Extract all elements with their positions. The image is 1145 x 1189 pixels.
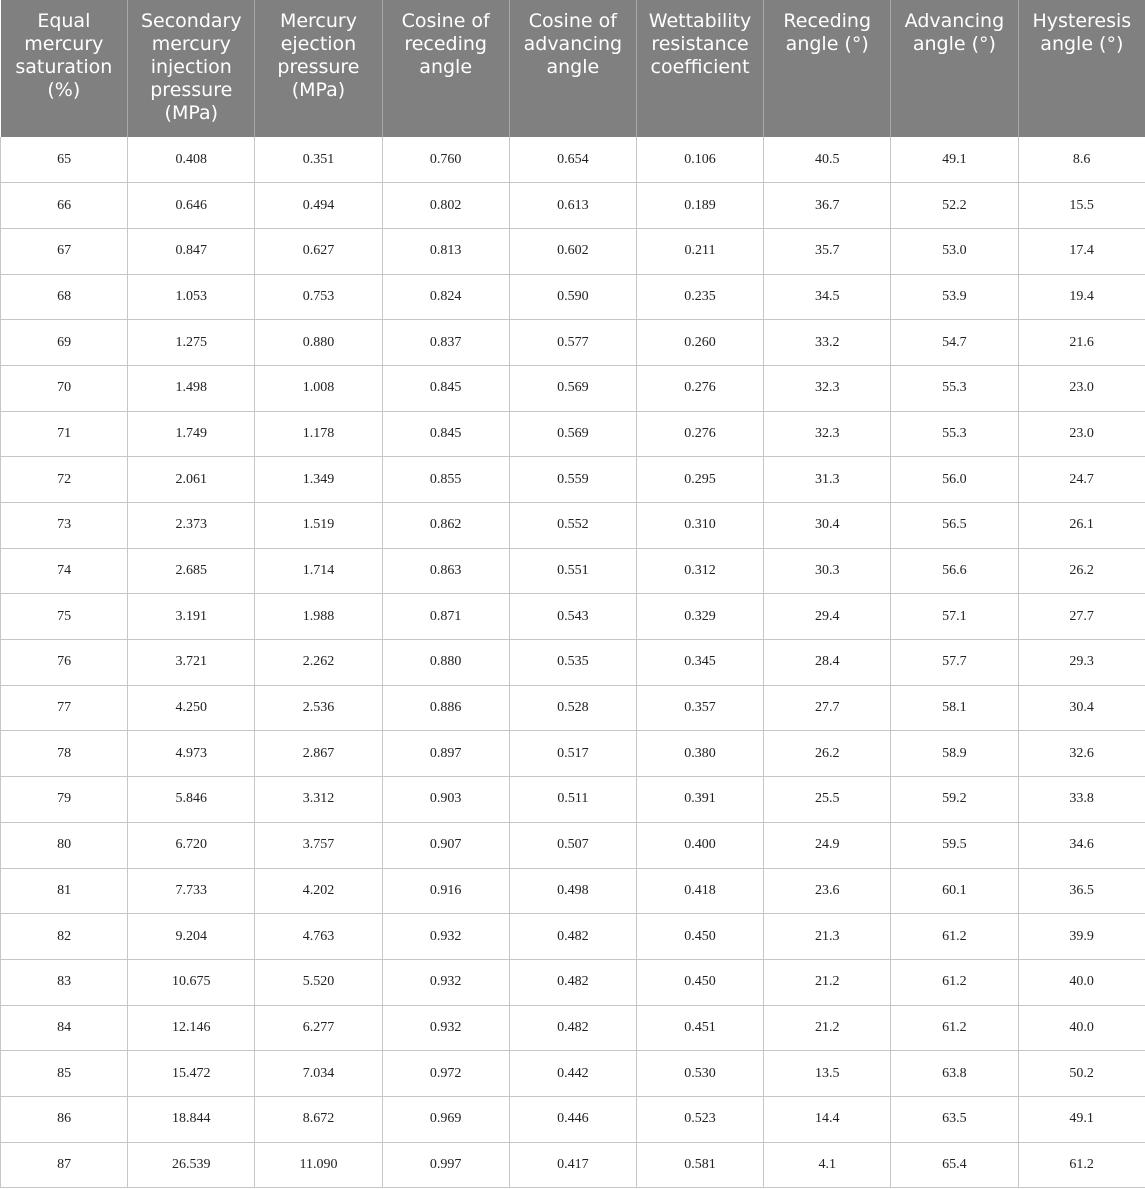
table-body (1, 137, 1145, 1188)
table-cell: 0.613 (509, 183, 636, 229)
table-cell: 0.260 (636, 320, 763, 366)
table-cell: 0.969 (382, 1096, 509, 1142)
table-cell: 49.1 (1018, 1096, 1145, 1142)
table-cell: 1.988 (255, 594, 382, 640)
table-cell: 2.373 (128, 503, 255, 549)
table-cell: 0.380 (636, 731, 763, 777)
table-row (1, 183, 1145, 229)
table-cell: 0.932 (382, 914, 509, 960)
table-cell: 1.178 (255, 411, 382, 457)
table-cell: 0.569 (509, 365, 636, 411)
table-cell: 7.733 (128, 868, 255, 914)
table-cell: 0.451 (636, 1005, 763, 1051)
table-cell: 0.627 (255, 228, 382, 274)
table-cell: 87 (1, 1142, 128, 1188)
table-row (1, 959, 1145, 1005)
table-cell: 0.530 (636, 1051, 763, 1097)
table-cell: 35.7 (764, 228, 891, 274)
table-cell: 0.235 (636, 274, 763, 320)
table-cell: 0.932 (382, 959, 509, 1005)
table-cell: 4.250 (128, 685, 255, 731)
table-cell: 0.559 (509, 457, 636, 503)
table-cell: 1.519 (255, 503, 382, 549)
table-cell: 52.2 (891, 183, 1018, 229)
table-row (1, 503, 1145, 549)
table-cell: 36.5 (1018, 868, 1145, 914)
table-cell: 3.191 (128, 594, 255, 640)
table-cell: 25.5 (764, 777, 891, 823)
table-cell: 0.418 (636, 868, 763, 914)
table-cell: 55.3 (891, 411, 1018, 457)
table-cell: 0.211 (636, 228, 763, 274)
table-cell: 80 (1, 822, 128, 868)
table-cell: 75 (1, 594, 128, 640)
table-cell: 32.3 (764, 411, 891, 457)
table-cell: 0.760 (382, 137, 509, 183)
table-cell: 0.498 (509, 868, 636, 914)
table-cell: 0.442 (509, 1051, 636, 1097)
table-cell: 0.590 (509, 274, 636, 320)
table-cell: 8.672 (255, 1096, 382, 1142)
table-cell: 57.1 (891, 594, 1018, 640)
table-cell: 5.520 (255, 959, 382, 1005)
table-cell: 0.511 (509, 777, 636, 823)
table-cell: 12.146 (128, 1005, 255, 1051)
column-header-saturation: Equal mercury saturation (%) (1, 0, 128, 137)
table-cell: 3.312 (255, 777, 382, 823)
table-cell: 0.517 (509, 731, 636, 777)
table-cell: 0.903 (382, 777, 509, 823)
table-cell: 70 (1, 365, 128, 411)
table-cell: 17.4 (1018, 228, 1145, 274)
table-row (1, 320, 1145, 366)
table-cell: 7.034 (255, 1051, 382, 1097)
table-cell: 0.276 (636, 411, 763, 457)
table-cell: 56.0 (891, 457, 1018, 503)
table-cell: 0.569 (509, 411, 636, 457)
table-cell: 2.061 (128, 457, 255, 503)
table-row (1, 365, 1145, 411)
table-cell: 0.855 (382, 457, 509, 503)
table-cell: 23.0 (1018, 365, 1145, 411)
table-row (1, 914, 1145, 960)
table-cell: 68 (1, 274, 128, 320)
table-cell: 18.844 (128, 1096, 255, 1142)
table-cell: 26.2 (764, 731, 891, 777)
table-row (1, 411, 1145, 457)
table-cell: 0.400 (636, 822, 763, 868)
table-cell: 0.106 (636, 137, 763, 183)
table-row (1, 457, 1145, 503)
table-cell: 36.7 (764, 183, 891, 229)
table-cell: 0.972 (382, 1051, 509, 1097)
table-cell: 6.277 (255, 1005, 382, 1051)
table-cell: 0.551 (509, 548, 636, 594)
table-cell: 0.880 (382, 640, 509, 686)
table-cell: 1.008 (255, 365, 382, 411)
table-cell: 13.5 (764, 1051, 891, 1097)
table-cell: 14.4 (764, 1096, 891, 1142)
table-cell: 0.907 (382, 822, 509, 868)
table-cell: 2.262 (255, 640, 382, 686)
table-cell: 1.498 (128, 365, 255, 411)
table-cell: 69 (1, 320, 128, 366)
table-cell: 0.450 (636, 914, 763, 960)
table-cell: 53.0 (891, 228, 1018, 274)
table-cell: 58.9 (891, 731, 1018, 777)
table-cell: 49.1 (891, 137, 1018, 183)
table-cell: 0.482 (509, 1005, 636, 1051)
table-cell: 39.9 (1018, 914, 1145, 960)
table-row (1, 731, 1145, 777)
table-cell: 0.310 (636, 503, 763, 549)
table-cell: 61.2 (891, 1005, 1018, 1051)
table-cell: 27.7 (1018, 594, 1145, 640)
table-row (1, 777, 1145, 823)
table-cell: 33.2 (764, 320, 891, 366)
table-cell: 21.6 (1018, 320, 1145, 366)
table-cell: 78 (1, 731, 128, 777)
table-cell: 61.2 (891, 914, 1018, 960)
table-cell: 66 (1, 183, 128, 229)
table-cell: 0.997 (382, 1142, 509, 1188)
table-cell: 0.862 (382, 503, 509, 549)
table-cell: 0.189 (636, 183, 763, 229)
table-cell: 0.507 (509, 822, 636, 868)
table-row (1, 1142, 1145, 1188)
table-cell: 4.763 (255, 914, 382, 960)
table-cell: 0.932 (382, 1005, 509, 1051)
table-cell: 0.528 (509, 685, 636, 731)
table-cell: 60.1 (891, 868, 1018, 914)
table-cell: 0.845 (382, 365, 509, 411)
table-cell: 2.685 (128, 548, 255, 594)
table-cell: 0.535 (509, 640, 636, 686)
table-cell: 30.4 (764, 503, 891, 549)
table-cell: 0.391 (636, 777, 763, 823)
table-cell: 0.581 (636, 1142, 763, 1188)
table-cell: 0.886 (382, 685, 509, 731)
table-cell: 84 (1, 1005, 128, 1051)
table-cell: 53.9 (891, 274, 1018, 320)
table-cell: 21.3 (764, 914, 891, 960)
table-cell: 82 (1, 914, 128, 960)
table-cell: 59.5 (891, 822, 1018, 868)
table-cell: 24.7 (1018, 457, 1145, 503)
table-cell: 61.2 (1018, 1142, 1145, 1188)
column-header-wettability: Wettability resistance coefficient (636, 0, 763, 137)
table-cell: 6.720 (128, 822, 255, 868)
table-row (1, 548, 1145, 594)
table-cell: 40.5 (764, 137, 891, 183)
table-cell: 0.482 (509, 959, 636, 1005)
table-header (1, 0, 1145, 137)
table-cell: 0.880 (255, 320, 382, 366)
table-cell: 5.846 (128, 777, 255, 823)
table-cell: 0.863 (382, 548, 509, 594)
table-cell: 63.8 (891, 1051, 1018, 1097)
table-cell: 65.4 (891, 1142, 1018, 1188)
table-cell: 58.1 (891, 685, 1018, 731)
table-row (1, 1096, 1145, 1142)
table-cell: 57.7 (891, 640, 1018, 686)
table-cell: 0.446 (509, 1096, 636, 1142)
table-cell: 0.543 (509, 594, 636, 640)
table-row (1, 868, 1145, 914)
table-row (1, 594, 1145, 640)
table-cell: 0.602 (509, 228, 636, 274)
table-cell: 0.552 (509, 503, 636, 549)
table-cell: 0.494 (255, 183, 382, 229)
table-cell: 27.7 (764, 685, 891, 731)
table-cell: 59.2 (891, 777, 1018, 823)
table-cell: 0.523 (636, 1096, 763, 1142)
table-cell: 3.757 (255, 822, 382, 868)
table-row (1, 822, 1145, 868)
table-cell: 1.275 (128, 320, 255, 366)
table-cell: 55.3 (891, 365, 1018, 411)
table-cell: 29.3 (1018, 640, 1145, 686)
table-cell: 10.675 (128, 959, 255, 1005)
table-cell: 77 (1, 685, 128, 731)
table-cell: 32.3 (764, 365, 891, 411)
table-cell: 33.8 (1018, 777, 1145, 823)
table-cell: 0.295 (636, 457, 763, 503)
table-cell: 11.090 (255, 1142, 382, 1188)
table-cell: 61.2 (891, 959, 1018, 1005)
table-cell: 85 (1, 1051, 128, 1097)
table-cell: 0.345 (636, 640, 763, 686)
table-cell: 0.871 (382, 594, 509, 640)
table-cell: 4.202 (255, 868, 382, 914)
table-cell: 0.408 (128, 137, 255, 183)
table-cell: 26.539 (128, 1142, 255, 1188)
table-cell: 0.312 (636, 548, 763, 594)
table-cell: 0.753 (255, 274, 382, 320)
table-cell: 0.847 (128, 228, 255, 274)
table-cell: 24.9 (764, 822, 891, 868)
table-cell: 2.867 (255, 731, 382, 777)
table-cell: 21.2 (764, 1005, 891, 1051)
table-cell: 0.351 (255, 137, 382, 183)
table-cell: 76 (1, 640, 128, 686)
table-cell: 63.5 (891, 1096, 1018, 1142)
table-cell: 8.6 (1018, 137, 1145, 183)
table-cell: 31.3 (764, 457, 891, 503)
table-cell: 21.2 (764, 959, 891, 1005)
column-header-cos-receding: Cosine of receding angle (382, 0, 509, 137)
table-cell: 65 (1, 137, 128, 183)
column-header-advancing-angle: Advancing angle (°) (891, 0, 1018, 137)
table-cell: 19.4 (1018, 274, 1145, 320)
table-cell: 0.482 (509, 914, 636, 960)
table-cell: 1.349 (255, 457, 382, 503)
table-cell: 0.357 (636, 685, 763, 731)
column-header-receding-angle: Receding angle (°) (764, 0, 891, 137)
table-cell: 34.6 (1018, 822, 1145, 868)
table-cell: 81 (1, 868, 128, 914)
table-cell: 1.714 (255, 548, 382, 594)
table-cell: 30.4 (1018, 685, 1145, 731)
column-header-hysteresis-angle: Hysteresis angle (°) (1018, 0, 1145, 137)
table-row (1, 1005, 1145, 1051)
table-cell: 28.4 (764, 640, 891, 686)
header-row (1, 0, 1145, 137)
table-cell: 40.0 (1018, 959, 1145, 1005)
table-cell: 15.472 (128, 1051, 255, 1097)
table-cell: 86 (1, 1096, 128, 1142)
table-cell: 3.721 (128, 640, 255, 686)
column-header-cos-advancing: Cosine of advancing angle (509, 0, 636, 137)
table-cell: 0.845 (382, 411, 509, 457)
table-cell: 83 (1, 959, 128, 1005)
column-header-ejection-pressure: Mercury ejection pressure (MPa) (255, 0, 382, 137)
table-row (1, 640, 1145, 686)
table-cell: 4.973 (128, 731, 255, 777)
table-cell: 15.5 (1018, 183, 1145, 229)
table-cell: 23.6 (764, 868, 891, 914)
table-cell: 9.204 (128, 914, 255, 960)
table-cell: 0.276 (636, 365, 763, 411)
table-cell: 0.813 (382, 228, 509, 274)
table-cell: 26.1 (1018, 503, 1145, 549)
table-cell: 54.7 (891, 320, 1018, 366)
table-cell: 32.6 (1018, 731, 1145, 777)
table-cell: 79 (1, 777, 128, 823)
table-row (1, 228, 1145, 274)
table-cell: 0.417 (509, 1142, 636, 1188)
table-cell: 72 (1, 457, 128, 503)
table-cell: 67 (1, 228, 128, 274)
table-cell: 0.824 (382, 274, 509, 320)
table-row (1, 685, 1145, 731)
table-row (1, 137, 1145, 183)
table-cell: 34.5 (764, 274, 891, 320)
table-cell: 0.897 (382, 731, 509, 777)
table-row (1, 1051, 1145, 1097)
table-cell: 56.5 (891, 503, 1018, 549)
table-cell: 0.646 (128, 183, 255, 229)
table-cell: 4.1 (764, 1142, 891, 1188)
table-cell: 73 (1, 503, 128, 549)
table-cell: 29.4 (764, 594, 891, 640)
column-header-injection-pressure: Secondary mercury injection pressure (MPa) (128, 0, 255, 137)
table-cell: 0.450 (636, 959, 763, 1005)
table-cell: 30.3 (764, 548, 891, 594)
table-cell: 0.577 (509, 320, 636, 366)
table-cell: 26.2 (1018, 548, 1145, 594)
table-cell: 71 (1, 411, 128, 457)
table-cell: 0.329 (636, 594, 763, 640)
table-cell: 56.6 (891, 548, 1018, 594)
table-cell: 0.916 (382, 868, 509, 914)
table-cell: 1.749 (128, 411, 255, 457)
table-cell: 40.0 (1018, 1005, 1145, 1051)
table-cell: 50.2 (1018, 1051, 1145, 1097)
table-cell: 74 (1, 548, 128, 594)
table-cell: 2.536 (255, 685, 382, 731)
table-cell: 0.654 (509, 137, 636, 183)
table-cell: 1.053 (128, 274, 255, 320)
table-cell: 0.837 (382, 320, 509, 366)
table-cell: 23.0 (1018, 411, 1145, 457)
table-row (1, 274, 1145, 320)
table-cell: 0.802 (382, 183, 509, 229)
